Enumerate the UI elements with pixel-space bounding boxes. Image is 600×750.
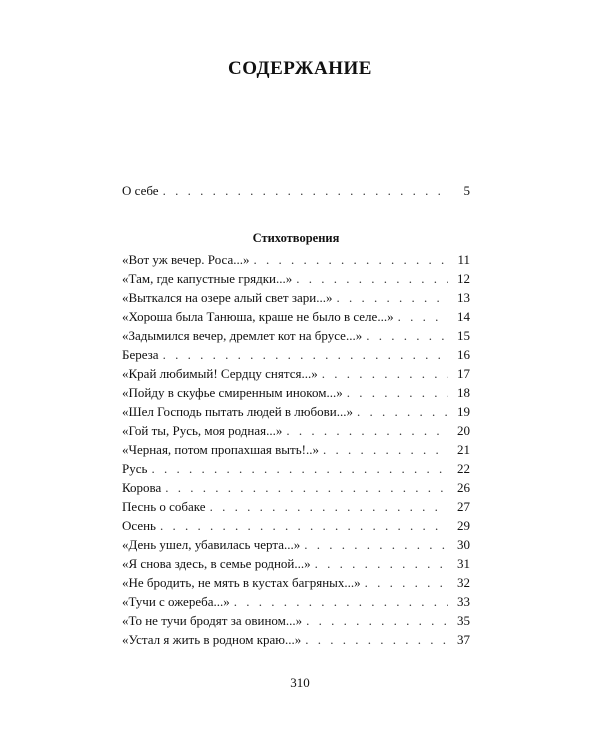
toc-entry — [122, 554, 470, 574]
dot-leader — [305, 630, 448, 650]
toc-entry-page: 33 — [457, 594, 470, 609]
dot-leader — [296, 269, 448, 289]
toc-entry — [122, 459, 470, 479]
toc-entry — [122, 421, 470, 441]
toc-entry-title: «Гой ты, Русь, моя родная...» — [122, 423, 283, 438]
toc-entry-page: 20 — [457, 423, 470, 438]
toc-entry-page: 22 — [457, 461, 470, 476]
toc-entry — [122, 573, 470, 593]
toc-entry-title: «Шел Господь пытать людей в любови...» — [122, 404, 353, 419]
toc-entry — [122, 630, 470, 650]
toc-entry-title: «Хороша была Танюша, краше не было в селе...» — [122, 309, 394, 324]
toc-entry-title: «Устал я жить в родном краю...» — [122, 632, 302, 647]
toc-entry-title: «Задымился вечер, дремлет кот на брусе...» — [122, 328, 363, 343]
toc-entry — [122, 611, 470, 631]
dot-leader — [366, 326, 448, 346]
toc-entry-title: Песнь о собаке — [122, 499, 206, 514]
dot-leader — [315, 554, 448, 574]
dot-leader — [163, 181, 448, 201]
toc-entry-page: 17 — [457, 366, 470, 381]
toc-entry — [122, 345, 470, 365]
toc-entry-page: 15 — [457, 328, 470, 343]
toc-entry-title: Корова — [122, 480, 162, 495]
dot-leader — [234, 592, 448, 612]
toc-entry-page: 16 — [457, 347, 470, 362]
toc-entry-title: «Не бродить, не мять в кустах багряных...» — [122, 575, 361, 590]
toc-entry-page: 19 — [457, 404, 470, 419]
toc-entry — [122, 326, 470, 346]
dot-leader — [322, 364, 448, 384]
toc-entry-page: 37 — [457, 632, 470, 647]
toc-entry — [122, 516, 470, 536]
toc-entry-title: «То не тучи бродят за овином...» — [122, 613, 303, 628]
toc-entry-title: «Вот уж вечер. Роса...» — [122, 252, 250, 267]
dot-leader — [286, 421, 448, 441]
dot-leader — [323, 440, 448, 460]
toc-entry-page: 26 — [457, 480, 470, 495]
toc-entry-page: 18 — [457, 385, 470, 400]
toc-entry — [122, 535, 470, 555]
dot-leader — [304, 535, 448, 555]
dot-leader — [347, 383, 448, 403]
toc-entry-page: 32 — [457, 575, 470, 590]
toc-entry-intro — [122, 181, 470, 201]
toc-entry — [122, 250, 470, 270]
toc-entry-page: 14 — [457, 309, 470, 324]
toc-entry-title: Русь — [122, 461, 148, 476]
toc-entry — [122, 497, 470, 517]
toc-entry — [122, 592, 470, 612]
toc-entry-page: 12 — [457, 271, 470, 286]
toc-entry-title: «Я снова здесь, в семье родной...» — [122, 556, 311, 571]
toc-entry-page: 27 — [457, 499, 470, 514]
toc-entry — [122, 440, 470, 460]
dot-leader — [151, 459, 448, 479]
dot-leader — [336, 288, 448, 308]
dot-leader — [165, 478, 448, 498]
section-heading: Стихотворения — [252, 231, 340, 245]
toc-entry-title: О себе — [122, 183, 159, 198]
toc-entry-title: «Тучи с ожереба...» — [122, 594, 230, 609]
toc-entry-title: Береза — [122, 347, 159, 362]
toc-entry — [122, 402, 470, 422]
toc-entry-page: 21 — [457, 442, 470, 457]
dot-leader — [210, 497, 448, 517]
toc-entry — [122, 288, 470, 308]
toc-entry-page: 11 — [457, 252, 470, 267]
toc-entry-page: 13 — [457, 290, 470, 305]
toc-entry — [122, 307, 470, 327]
contents-heading: СОДЕРЖАНИЕ — [228, 58, 372, 79]
toc-entry-title: «Край любимый! Сердцу снятся...» — [122, 366, 318, 381]
dot-leader — [163, 345, 448, 365]
toc-entry-title: «День ушел, убавилась черта...» — [122, 537, 301, 552]
dot-leader — [365, 573, 448, 593]
toc-entry-title: Осень — [122, 518, 156, 533]
toc-entry-title: «Черная, потом пропахшая выть!..» — [122, 442, 319, 457]
toc-entry-title: «Пойду в скуфье смиренным иноком...» — [122, 385, 343, 400]
toc-entry-page: 35 — [457, 613, 470, 628]
page-number: 310 — [290, 675, 310, 690]
toc-entry-page: 29 — [457, 518, 470, 533]
toc-entry-page: 31 — [457, 556, 470, 571]
toc-entry-title: «Выткался на озере алый свет зари...» — [122, 290, 333, 305]
toc-entry — [122, 478, 470, 498]
dot-leader — [160, 516, 448, 536]
dot-leader — [306, 611, 448, 631]
toc-entry — [122, 269, 470, 289]
dot-leader — [254, 250, 449, 270]
dot-leader — [357, 402, 448, 422]
dot-leader — [398, 307, 448, 327]
toc-entry — [122, 364, 470, 384]
toc-entry-page: 5 — [463, 183, 470, 198]
toc-entry — [122, 383, 470, 403]
toc-entry-page: 30 — [457, 537, 470, 552]
toc-entry-title: «Там, где капустные грядки...» — [122, 271, 293, 286]
